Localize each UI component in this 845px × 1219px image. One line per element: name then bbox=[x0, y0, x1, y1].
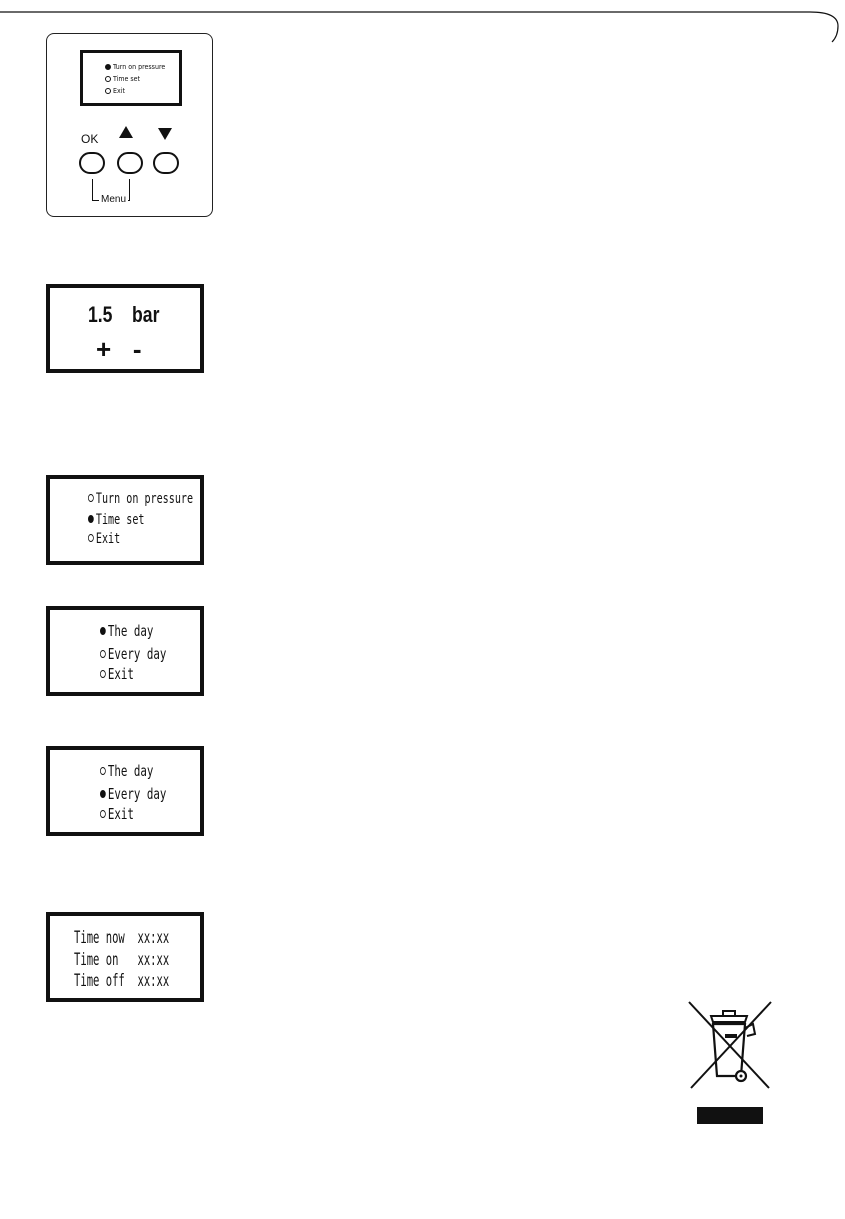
radio-selected-icon bbox=[105, 64, 111, 70]
menu-item-every-day: Every day bbox=[100, 645, 166, 663]
menu-item-exit: Exit bbox=[100, 805, 134, 823]
pressure-adjust-row bbox=[96, 334, 142, 365]
pressure-lcd bbox=[46, 284, 204, 373]
time-lcd bbox=[46, 912, 204, 1002]
ok-label: OK bbox=[81, 132, 99, 146]
time-row-value: xx:xx bbox=[137, 971, 170, 991]
time-row-now bbox=[74, 928, 169, 948]
time-row-label: Time now bbox=[74, 928, 125, 948]
triangle-down-icon bbox=[158, 128, 172, 140]
radio-empty-icon bbox=[88, 534, 94, 542]
radio-empty-icon bbox=[88, 494, 94, 502]
radio-empty-icon bbox=[100, 810, 106, 818]
time-row-on bbox=[74, 950, 169, 970]
time-row-off bbox=[74, 971, 169, 991]
menu-item-every-day: Every day bbox=[100, 785, 166, 803]
main-menu-lcd bbox=[46, 475, 204, 565]
radio-empty-icon bbox=[100, 767, 106, 775]
crossed-out-wheelie-bin-icon bbox=[685, 1000, 775, 1095]
panel-lcd-screen bbox=[80, 50, 182, 106]
weee-solid-bar bbox=[697, 1107, 763, 1124]
radio-selected-icon bbox=[100, 790, 106, 798]
control-panel bbox=[46, 33, 213, 217]
panel-lcd-line-1: Turn on pressure bbox=[105, 63, 165, 71]
menu-item-exit: Exit bbox=[88, 531, 120, 547]
pressure-value-row bbox=[88, 302, 159, 328]
pressure-value: 1.5 bbox=[88, 302, 113, 327]
radio-empty-icon bbox=[100, 650, 106, 658]
menu-item-time-set: Time set bbox=[88, 512, 144, 528]
menu-label: Menu bbox=[101, 194, 127, 205]
panel-lcd-line-2: Time set bbox=[105, 75, 140, 83]
radio-empty-icon bbox=[100, 670, 106, 678]
time-row-label: Time on bbox=[74, 950, 119, 970]
up-button[interactable] bbox=[117, 152, 143, 174]
time-row-value: xx:xx bbox=[137, 928, 170, 948]
menu-item-the-day: The day bbox=[100, 762, 153, 780]
pressure-unit: bar bbox=[132, 302, 160, 327]
minus-sign: - bbox=[132, 334, 142, 364]
radio-selected-icon bbox=[100, 627, 106, 635]
menu-item-exit: Exit bbox=[100, 665, 134, 683]
menu-item-turn-on-pressure: Turn on pressure bbox=[88, 491, 193, 507]
day-menu-lcd-2 bbox=[46, 746, 204, 836]
time-row-value: xx:xx bbox=[137, 950, 170, 970]
time-row-label: Time off bbox=[74, 971, 125, 991]
down-button[interactable] bbox=[153, 152, 179, 174]
radio-selected-icon bbox=[88, 515, 94, 523]
panel-lcd-line-3: Exit bbox=[105, 87, 125, 95]
radio-empty-icon bbox=[105, 76, 111, 82]
menu-item-the-day: The day bbox=[100, 622, 153, 640]
day-menu-lcd-1 bbox=[46, 606, 204, 696]
plus-sign: + bbox=[96, 334, 112, 364]
ok-button[interactable] bbox=[79, 152, 105, 174]
radio-empty-icon bbox=[105, 88, 111, 94]
triangle-up-icon bbox=[119, 126, 133, 138]
